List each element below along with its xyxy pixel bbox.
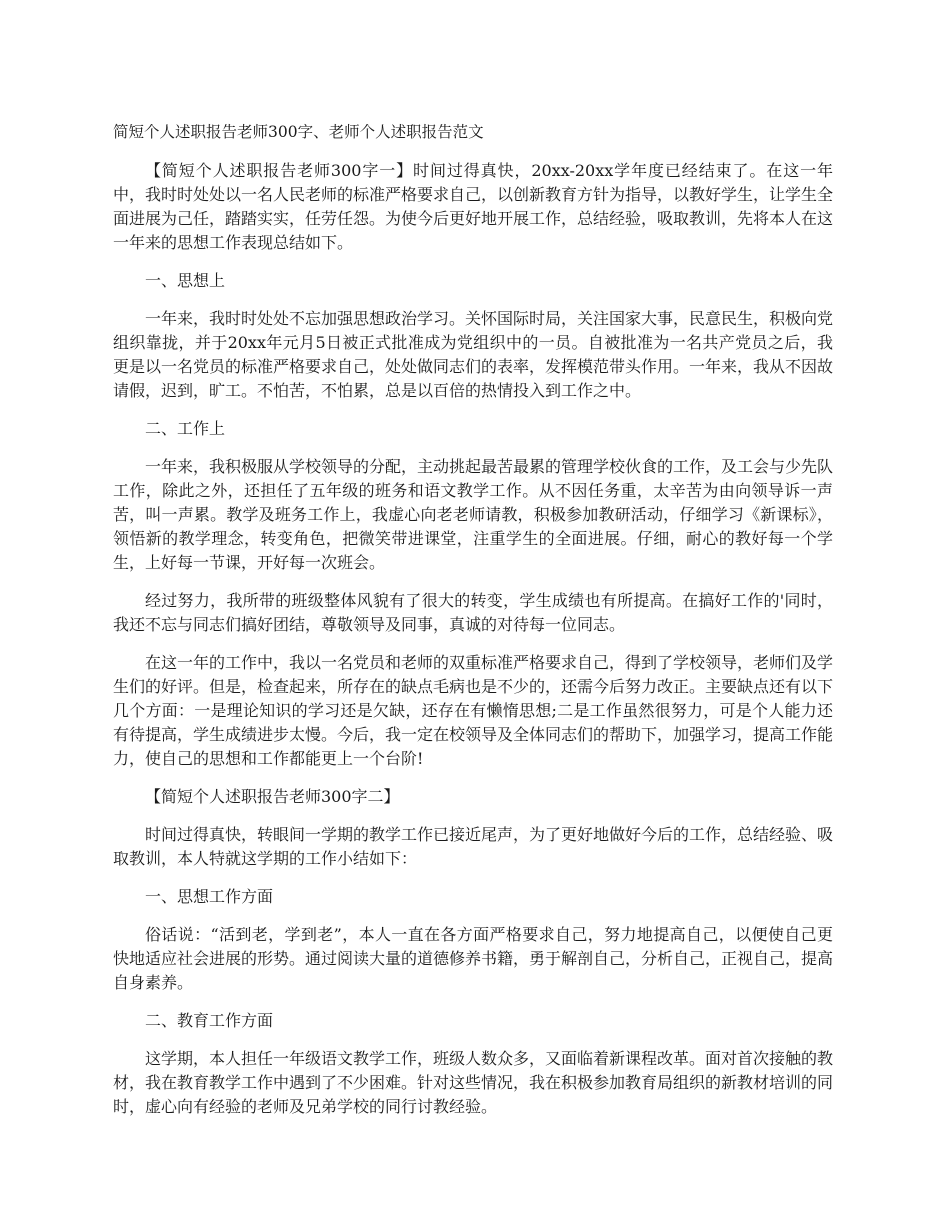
section-heading: 【简短个人述职报告老师300字二】 xyxy=(145,787,400,806)
paragraph: 一年来，我积极服从学校领导的分配，主动挑起最苦最累的管理学校伙食的工作，及工会与少先队工作，除此之外，还担任了五年级的班务和语文教学工作。从不因任务重，太辛苦为由向领导诉一声苦，叫一声累。教学及班务工作上，我虚心向老老师请教，积极参加教研活动，仔细学习《新课标》，领悟新的教学理念，转变角色，把微笑带进课堂，注重学生的全面进展。仔细，耐心的教好每一个学生，上好每一节课，开好每一次班会。 xyxy=(113,457,834,572)
paragraph: 在这一年的工作中，我以一名党员和老师的双重标准严格要求自己，得到了学校领导，老师们及学生们的好评。但是，检查起来，所存在的缺点毛病也是不少的，还需今后努力改正。主要缺点还有以下几个方面：一是理论知识的学习还是欠缺，还存在有懒惰思想;二是工作虽然很努力，可是个人能力还有待提高，学生成绩进步太慢。今后，我一定在校领导及全体同志们的帮助下，加强学习，提高工作能力，使自己的思想和工作都能更上一个台阶! xyxy=(113,653,834,768)
paragraph: 经过努力，我所带的班级整体风貌有了很大的转变，学生成绩也有所提高。在搞好工作的'同时，我还不忘与同志们搞好团结，尊敬领导及同事，真诚的对待每一位同志。 xyxy=(113,591,833,634)
paragraph: 【简短个人述职报告老师300字一】时间过得真快，20xx-20xx学年度已经结束了。在这一年中，我时时处处以一名人民老师的标准严格要求自己，以创新教育方针为指导，以教好学生，让学生全面进展为己任，踏踏实实，任劳任怨。为使今后更好地开展工作，总结经验，吸取教训，先将本人在这一年来的思想工作表现总结如下。 xyxy=(113,161,834,252)
section-heading: 一、思想上 xyxy=(145,271,226,290)
document-title: 简短个人述职报告老师300字、老师个人述职报告范文 xyxy=(113,123,484,141)
section-heading: 二、工作上 xyxy=(145,419,226,438)
section-heading: 二、教育工作方面 xyxy=(145,1011,274,1030)
paragraph: 时间过得真快，转眼间一学期的教学工作已接近尾声，为了更好地做好今后的工作，总结经验、吸取教训，本人特就这学期的工作小结如下： xyxy=(113,825,834,868)
paragraph: 这学期，本人担任一年级语文教学工作，班级人数众多，又面临着新课程改革。面对首次接触的教材，我在教育教学工作中遇到了不少困难。针对这些情况，我在积极参加教育局组织的新教材培训的同时，虚心向有经验的老师及兄弟学校的同行讨教经验。 xyxy=(113,1049,834,1116)
section-heading: 一、思想工作方面 xyxy=(145,887,274,906)
paragraph: 俗话说：“活到老，学到老”，本人一直在各方面严格要求自己，努力地提高自己，以便使自己更快地适应社会进展的形势。通过阅读大量的道德修养书籍，勇于解剖自己，分析自己，正视自己，提高自身素养。 xyxy=(113,925,834,992)
paragraph: 一年来，我时时处处不忘加强思想政治学习。关怀国际时局，关注国家大事，民意民生，积极向党组织靠拢，并于20xx年元月5日被正式批准成为党组织中的一员。自被批准为一名共产党员之后，我更是以一名党员的标准严格要求自己，处处做同志们的表率，发挥模范带头作用。一年来，我从不因故请假，迟到，旷工。不怕苦，不怕累，总是以百倍的热情投入到工作之中。 xyxy=(113,309,834,400)
document-page xyxy=(113,120,833,1133)
